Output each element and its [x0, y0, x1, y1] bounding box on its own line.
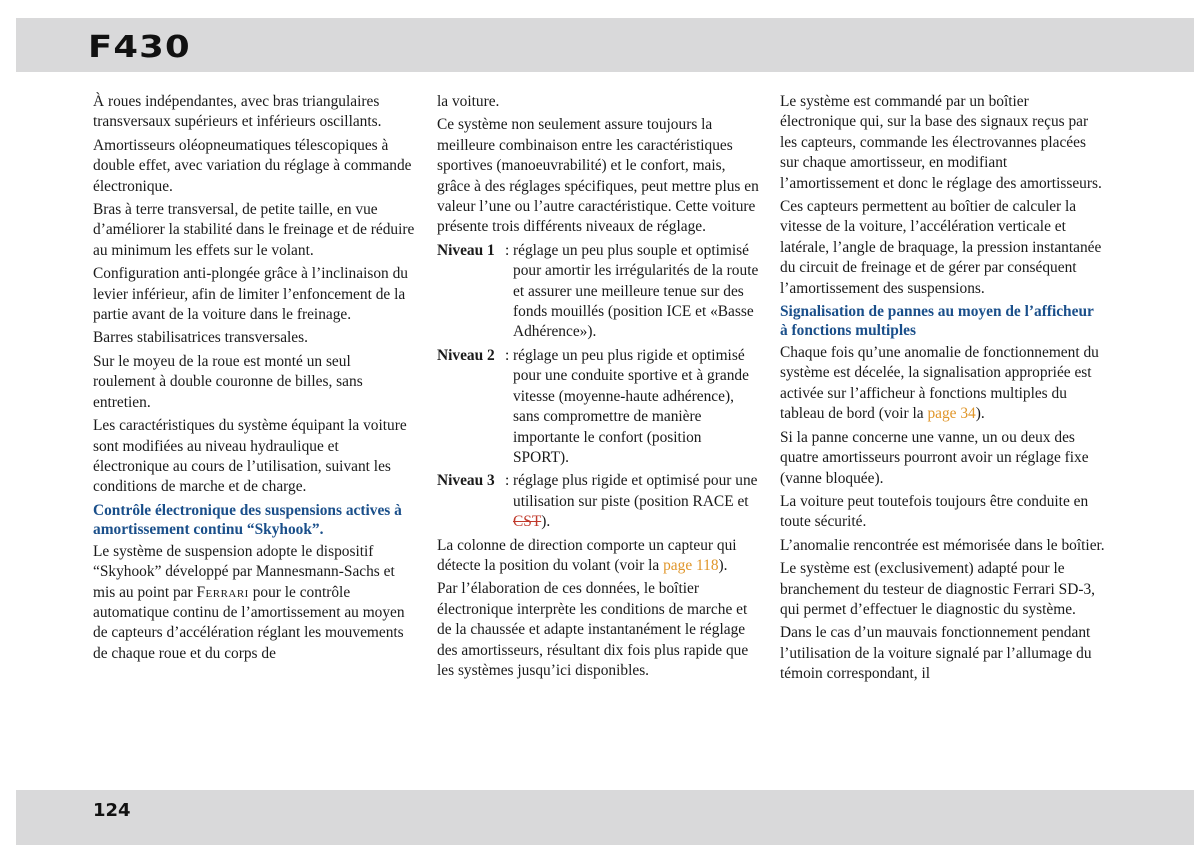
level-label: Niveau 3: [437, 472, 495, 490]
text: ).: [718, 556, 728, 574]
f430-logo: F430: [88, 30, 191, 65]
text: Le système de suspension adopte le dispositif “Skyhook” développé par Mannesmann-Sachs et mis au point par: [93, 542, 395, 601]
column-3: [780, 92, 1105, 688]
paragraph: Ce système non seulement assure toujours la meilleure combinaison entre les caractéristiques sportives (manoeuvrabilité) et le confort, mais, grâce à des réglages spécifiques, peut mettre plus en valeur l’une ou l’autre caractéristique. Cette voiture présente trois différents niveaux de réglage.: [437, 116, 759, 236]
level-separator: :: [505, 472, 510, 490]
paragraph: [780, 343, 1105, 425]
paragraph: Dans le cas d’un mauvais fonctionnement pendant l’utilisation de la voiture signalé par l’allumage du témoin correspondant, il: [780, 624, 1092, 683]
paragraph: Les caractéristiques du système équipant la voiture sont modifiées au niveau hydraulique et électronique au cours de l’utilisation, suivant les conditions de marche et de charge.: [93, 417, 407, 496]
paragraph: La voiture peut toutefois toujours être conduite en toute sécurité.: [780, 492, 1089, 531]
level-text-wrap: [513, 471, 759, 532]
paragraph: À roues indépendantes, avec bras triangulaires transversaux supérieurs et inférieurs oscillants.: [93, 93, 382, 131]
paragraph: Le système est (exclusivement) adapté pour le branchement du testeur de diagnostic Ferrari SD-3, qui permet d’effectuer le diagnostic du système.: [780, 560, 1095, 618]
cst-struck-label: CST: [513, 513, 542, 531]
brand-name: Ferrari: [196, 583, 249, 601]
column-2: [437, 92, 759, 684]
text: ).: [975, 405, 985, 423]
text: Chaque fois qu’une anomalie de fonctionnement du système est décelée, la signalisation appropriée est activée sur l’afficheur à fonctions multiples du tableau de bord (voir la: [780, 344, 1099, 423]
level-2-item: [437, 346, 759, 468]
text: La colonne de direction comporte un capteur qui détecte la position du volant (voir la: [437, 536, 737, 574]
section-heading-fault-signal: Signalisation de pannes au moyen de l’afficheur à fonctions multiples: [780, 303, 1094, 340]
page-number: 124: [93, 800, 131, 821]
level-separator: :: [505, 241, 510, 259]
level-text: réglage plus rigide et optimisé pour une utilisation sur piste (position RACE et: [513, 472, 758, 510]
level-3-item: [437, 471, 759, 532]
paragraph: Si la panne concerne une vanne, un ou deux des quatre amortisseurs pourront avoir un réglage fixe (vanne bloquée).: [780, 428, 1089, 487]
paragraph: Configuration anti-plongée grâce à l’inclinaison du levier inférieur, afin de limiter l’enfoncement de la partie avant de la voiture dans le freinage.: [93, 265, 408, 324]
paragraph: Par l’élaboration de ces données, le boîtier électronique interprète les conditions de marche et de la chaussée et adapte instantanément le réglage des amortisseurs, résultant dix fois plus rapide que les systèmes jusqu’ici disponibles.: [437, 580, 749, 679]
paragraph: Le système est commandé par un boîtier électronique qui, sur la base des signaux reçus par les capteurs, commande les électrovannes placées sur chaque amortisseur, en modifiant l’amortissement et donc le réglage des amortisseurs.: [780, 93, 1102, 192]
paragraph: la voiture.: [437, 93, 500, 110]
paragraph: Barres stabilisatrices transversales.: [93, 329, 308, 347]
paragraph: L’anomalie rencontrée est mémorisée dans le boîtier.: [780, 536, 1105, 554]
column-1: [93, 92, 415, 667]
text: pour le contrôle automatique continu de l’amortissement au moyen de capteurs d’accélération réglant les mouvements de chaque roue et du corps de: [93, 583, 405, 662]
paragraph: Ces capteurs permettent au boîtier de calculer la vitesse de la voiture, l’accélération verticale et latérale, l’angle de braquage, la pression instantanée du circuit de freinage et de gérer par conséquent l’amortissement des suspensions.: [780, 198, 1102, 297]
header-band: [16, 18, 1194, 72]
page-link-34[interactable]: page 34: [927, 405, 976, 423]
footer-band: [16, 790, 1194, 845]
paragraph: [93, 542, 415, 664]
level-label: Niveau 1: [437, 241, 495, 259]
paragraph: [437, 536, 759, 577]
level-separator: :: [505, 346, 510, 364]
paragraph: Sur le moyeu de la roue est monté un seul roulement à double couronne de billes, sans entretien.: [93, 352, 363, 411]
section-heading-skyhook: Contrôle électronique des suspensions actives à amortissement continu “Skyhook”.: [93, 501, 402, 538]
page-link-118[interactable]: page 118: [663, 556, 719, 574]
level-text: réglage un peu plus rigide et optimisé pour une conduite sportive et à grande vitesse (moyenne-haute adhérence), sans compromettre de manière importante le confort (position SPORT).: [513, 346, 749, 466]
level-text-end: ).: [541, 513, 551, 531]
paragraph: Bras à terre transversal, de petite taille, en vue d’améliorer la stabilité dans le freinage et de réduire au minimum les effets sur le volant.: [93, 201, 415, 259]
level-text: réglage un peu plus souple et optimisé pour amortir les irrégularités de la route et assurer une meilleure tenue sur des fonds mouillés (position ICE et «Basse Adhérence»).: [513, 241, 759, 341]
paragraph: Amortisseurs oléopneumatiques télescopiques à double effet, avec variation du réglage à commande électronique.: [93, 136, 412, 195]
level-1-item: [437, 241, 759, 343]
level-label: Niveau 2: [437, 346, 495, 364]
